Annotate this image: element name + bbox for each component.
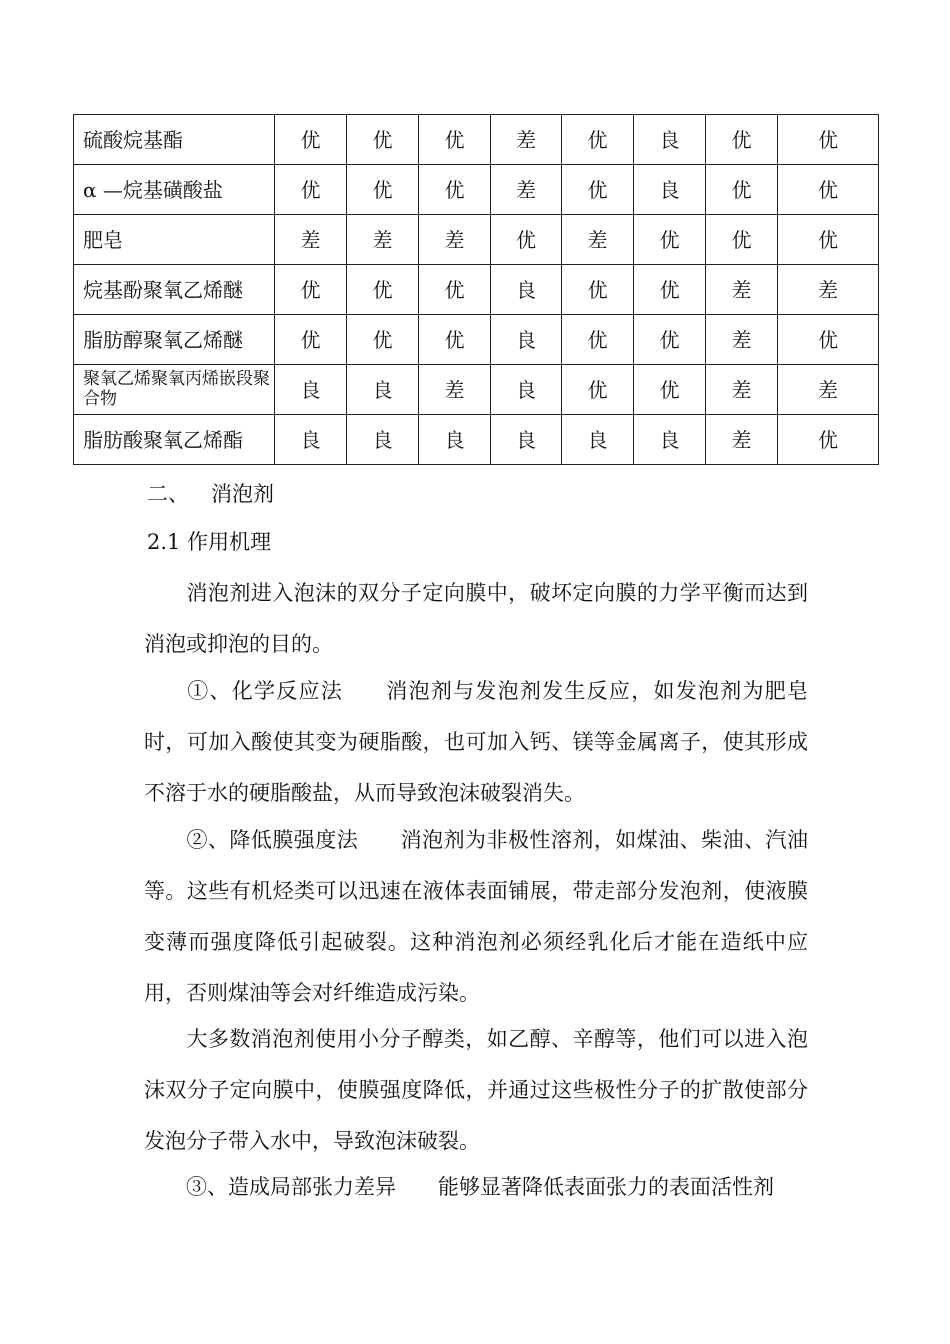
paragraph-5-text: 能够显著降低表面张力的表面活性剂 xyxy=(438,1175,774,1199)
rating-cell: 差 xyxy=(347,215,419,265)
rating-cell: 良 xyxy=(491,415,562,465)
rating-cell: 优 xyxy=(419,265,491,315)
rating-cell: 差 xyxy=(419,215,491,265)
rating-cell: 优 xyxy=(778,215,879,265)
paragraph-3-label: ②、降低膜强度法 xyxy=(186,828,359,852)
rating-cell: 差 xyxy=(275,215,347,265)
rating-cell: 良 xyxy=(491,265,562,315)
rating-cell: 优 xyxy=(275,115,347,165)
rating-cell: 优 xyxy=(562,315,634,365)
rating-cell: 优 xyxy=(706,115,778,165)
rating-cell: 优 xyxy=(706,165,778,215)
rating-cell: 优 xyxy=(347,115,419,165)
paragraph-2-label: ①、化学反应法 xyxy=(186,679,344,703)
rating-cell: 优 xyxy=(562,165,634,215)
table-row xyxy=(74,415,879,465)
rating-cell: 良 xyxy=(419,415,491,465)
rating-cell: 优 xyxy=(419,315,491,365)
section-title: 消泡剂 xyxy=(211,482,274,506)
rating-cell: 优 xyxy=(634,365,706,415)
section-heading xyxy=(147,484,274,505)
table-row xyxy=(74,215,879,265)
rating-cell: 优 xyxy=(419,115,491,165)
rating-cell: 良 xyxy=(634,415,706,465)
rating-cell: 良 xyxy=(491,365,562,415)
rating-cell: 良 xyxy=(634,115,706,165)
rating-cell: 差 xyxy=(706,315,778,365)
rating-cell: 优 xyxy=(778,165,879,215)
paragraph-2-text: 消泡剂与发泡剂发生反应，如发泡剂为肥皂时，可加入酸使其变为硬脂酸，也可加入钙、镁等金属离子，使其形成不溶于水的硬脂酸盐，从而导致泡沫破裂消失。 xyxy=(144,679,809,805)
paragraph-3-text: 消泡剂为非极性溶剂，如煤油、柴油、汽油等。这些有机烃类可以迅速在液体表面铺展，带走部分发泡剂，使液膜变薄而强度降低引起破裂。这种消泡剂必须经乳化后才能在造纸中应用，否则煤油等会对纤维造成污染。 xyxy=(144,828,809,1005)
rating-cell: 差 xyxy=(706,365,778,415)
table-row xyxy=(74,165,879,215)
rating-cell: 良 xyxy=(491,315,562,365)
rating-cell: 优 xyxy=(778,415,879,465)
table-body xyxy=(74,115,879,465)
paragraph-4-text: 大多数消泡剂使用小分子醇类，如乙醇、辛醇等，他们可以进入泡沫双分子定向膜中，使膜强度降低，并通过这些极性分子的扩散使部分发泡分子带入水中，导致泡沫破裂。 xyxy=(144,1027,808,1153)
rating-cell: 良 xyxy=(347,415,419,465)
rating-cell: 差 xyxy=(491,115,562,165)
rating-cell: 优 xyxy=(275,315,347,365)
rating-cell: 优 xyxy=(778,315,879,365)
table-row xyxy=(74,115,879,165)
paragraph-5 xyxy=(144,1162,808,1213)
rating-cell: 差 xyxy=(706,415,778,465)
rating-cell: 差 xyxy=(562,215,634,265)
paragraph-1 xyxy=(144,568,808,670)
rating-cell: 良 xyxy=(275,365,347,415)
row-name-cell: 烷基酚聚氧乙烯醚 xyxy=(74,265,275,315)
paragraph-2 xyxy=(144,666,808,819)
rating-cell: 差 xyxy=(706,265,778,315)
rating-cell: 优 xyxy=(562,265,634,315)
rating-cell: 良 xyxy=(347,365,419,415)
rating-cell: 差 xyxy=(778,365,879,415)
rating-cell: 差 xyxy=(778,265,879,315)
rating-cell: 差 xyxy=(491,165,562,215)
rating-cell: 优 xyxy=(778,115,879,165)
paragraph-5-label: ③、造成局部张力差异 xyxy=(186,1175,396,1199)
rating-cell: 优 xyxy=(275,265,347,315)
row-name-cell: α —烷基磺酸盐 xyxy=(74,165,275,215)
row-name-cell: 脂肪醇聚氧乙烯醚 xyxy=(74,315,275,365)
surfactant-property-table xyxy=(73,114,879,465)
rating-cell: 优 xyxy=(706,215,778,265)
rating-cell: 优 xyxy=(419,165,491,215)
rating-cell: 优 xyxy=(562,365,634,415)
rating-cell: 优 xyxy=(347,165,419,215)
rating-cell: 优 xyxy=(562,115,634,165)
row-name-cell: 肥皂 xyxy=(74,215,275,265)
rating-cell: 差 xyxy=(419,365,491,415)
row-name-cell: 脂肪酸聚氧乙烯酯 xyxy=(74,415,275,465)
rating-cell: 良 xyxy=(275,415,347,465)
row-name-cell: 硫酸烷基酯 xyxy=(74,115,275,165)
rating-cell: 优 xyxy=(634,215,706,265)
rating-cell: 优 xyxy=(347,265,419,315)
rating-cell: 优 xyxy=(491,215,562,265)
paragraph-3 xyxy=(144,815,808,1019)
subsection-heading: 2.1 作用机理 xyxy=(147,530,272,554)
rating-cell: 优 xyxy=(347,315,419,365)
rating-cell: 良 xyxy=(634,165,706,215)
paragraph-1-text: 消泡剂进入泡沫的双分子定向膜中，破坏定向膜的力学平衡而达到消泡或抑泡的目的。 xyxy=(144,581,808,656)
rating-cell: 优 xyxy=(634,315,706,365)
table-row xyxy=(74,365,879,415)
rating-cell: 良 xyxy=(562,415,634,465)
section-number: 二、 xyxy=(147,482,189,506)
paragraph-4 xyxy=(144,1014,808,1167)
table-row xyxy=(74,265,879,315)
rating-cell: 优 xyxy=(634,265,706,315)
row-name-cell: 聚氧乙烯聚氧丙烯嵌段聚合物 xyxy=(74,365,275,415)
table-row xyxy=(74,315,879,365)
rating-cell: 优 xyxy=(275,165,347,215)
